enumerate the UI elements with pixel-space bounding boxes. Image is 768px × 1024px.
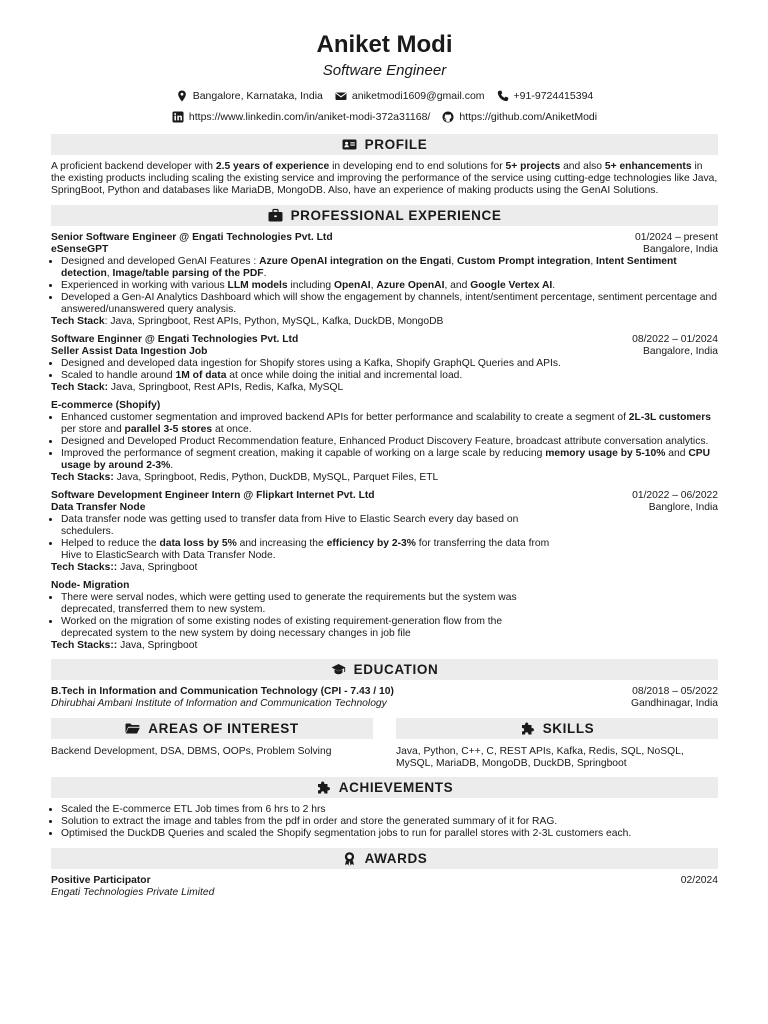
list-item: • Optimised the DuckDB Queries and scaled the Shopify segmentation jobs to run for parallel stores with 2-3L customers each.: [61, 828, 718, 840]
interests-column: [51, 718, 373, 770]
education-entry: [51, 686, 718, 710]
bullet: • Scaled to handle around 1M of data at once while doing the initial and incremental load.: [61, 370, 718, 382]
skills-list: Java, Python, C++, C, REST APIs, Kafka, Redis, SQL, NoSQL, MySQL, MariaDB, MongoDB, DuckDB, Springboot: [396, 746, 684, 769]
bullet: • Improved the performance of segment creation, making it capable of working on a large scale by reducing memory usage by 5-10% and CPU usage by around 2-3%.: [61, 448, 718, 472]
candidate-title: Software Engineer: [322, 62, 447, 79]
project-name: eSenseGPT: [51, 244, 109, 255]
job-title: Software Enginner @ Engati Technologies Pvt. Ltd: [51, 334, 299, 345]
job-location: Banglore, India: [648, 502, 718, 513]
experience-entry: [51, 334, 718, 484]
puzzle-icon: [520, 721, 535, 736]
list-item: • Solution to extract the image and tables from the pdf in order and store the generated summary of it for RAG.: [61, 816, 718, 828]
puzzle-icon: [316, 780, 331, 795]
resume: [51, 30, 718, 899]
bullet: • Designed and Developed Product Recommendation feature, Enhanced Product Discovery Feature, broadcast attribute conversation analytics.: [61, 436, 718, 448]
list-item: • Scaled the E-commerce ETL Job times from 6 hrs to 2 hrs: [61, 804, 718, 816]
linkedin-icon: [172, 111, 184, 123]
section-header-profile: PROFILE: [51, 134, 718, 155]
education-dates: 08/2018 – 05/2022: [632, 686, 718, 697]
bullet: • There were serval nodes, which were getting used to generate the requirements but the system was deprecated, transferred them to new system.: [61, 592, 551, 616]
institute: Dhirubhai Ambani Institute of Information and Communication Technology: [51, 698, 387, 709]
section-header-interests: AREAS OF INTEREST: [51, 718, 373, 739]
graduation-cap-icon: [331, 662, 346, 677]
job-dates: 01/2022 – 06/2022: [632, 490, 718, 501]
folder-icon: [125, 721, 140, 736]
contact-linkedin[interactable]: https://www.linkedin.com/in/aniket-modi-372a31168/: [172, 110, 430, 124]
job-title: Senior Software Engineer @ Engati Technologies Pvt. Ltd: [51, 232, 333, 243]
tech-stack: Tech Stacks:: Java, Springboot: [51, 640, 198, 651]
briefcase-icon: [268, 208, 283, 223]
section-header-education: EDUCATION: [51, 659, 718, 680]
bullet: • Developed a Gen-AI Analytics Dashboard which will show the engagement by channels, intent/sentiment percentage, sentiment percentage and answered/unanswered query analysis.: [61, 292, 718, 316]
education-location: Gandhinagar, India: [630, 698, 718, 709]
section-header-achievements: ACHIEVEMENTS: [51, 777, 718, 798]
bullet: • Designed and developed data ingestion for Shopify stores using a Kafka, Shopify GraphQL Queries and APIs.: [61, 358, 718, 370]
contact-row-2: [51, 110, 718, 124]
tech-stack: Tech Stacks:: Java, Springboot: [51, 562, 198, 573]
github-icon: [442, 111, 454, 123]
experience-entry: [51, 232, 718, 328]
contact-row-1: [51, 89, 718, 103]
bullet: • Data transfer node was getting used to transfer data from Hive to Elastic Search every day based on schedulers.: [61, 514, 561, 538]
degree: B.Tech in Information and Communication Technology (CPI - 7.43 / 10): [51, 686, 394, 697]
job-location: Bangalore, India: [643, 346, 718, 357]
bullet: • Enhanced customer segmentation and improved backend APIs for better performance and scalability to create a segment of 2L-3L customers per store and parallel 3-5 stores at once.: [61, 412, 718, 436]
tech-stack: Tech Stack: Java, Springboot, Rest APIs, Redis, Kafka, MySQL: [51, 382, 344, 393]
interests-list: Backend Development, DSA, DBMS, OOPs, Problem Solving: [51, 746, 332, 757]
project-name: Data Transfer Node: [51, 502, 146, 513]
contact-phone[interactable]: +91-9724415394: [497, 89, 594, 103]
bullet: • Worked on the migration of some existing nodes of existing requirement-generation flow from the deprecated system to the new system by doing necessary changes in job file: [61, 616, 551, 640]
section-header-skills: SKILLS: [396, 718, 718, 739]
project-name: E-commerce (Shopify): [51, 400, 161, 411]
bullet: • Designed and developed GenAI Features : Azure OpenAI integration on the Engati, Custom Prompt integration, Intent Sentiment detection, Image/table parsing of the PDF.: [61, 256, 718, 280]
award-icon: [342, 851, 357, 866]
email-icon: [335, 90, 347, 102]
job-title: Software Development Engineer Intern @ Flipkart Internet Pvt. Ltd: [51, 490, 375, 501]
award-title: Positive Participator: [51, 875, 151, 886]
interests-skills-row: [51, 718, 718, 770]
contact-location: Bangalore, Karnataka, India: [176, 89, 323, 103]
bullet: • Helped to reduce the data loss by 5% and increasing the efficiency by 2-3% for transferring the data from Hive to ElasticSearch with Data Transfer Node.: [61, 538, 561, 562]
contact-github[interactable]: https://github.com/AniketModi: [442, 110, 597, 124]
section-header-experience: PROFESSIONAL EXPERIENCE: [51, 205, 718, 226]
award-entry: [51, 875, 718, 899]
contact-email[interactable]: aniketmodi1609@gmail.com: [335, 89, 485, 103]
project-name: Seller Assist Data Ingestion Job: [51, 346, 208, 357]
profile-summary: A proficient backend developer with 2.5 years of experience in developing end to end solutions for 5+ projects and also 5+ enhancements in the existing products including scaling the existing service and improving the performance of the service using cutting-edge technologies like Java, SpringBoot, Python and databases like MariaDB, MongoDB. Also, have an experience of making products using the GenAI Solutions.: [51, 161, 718, 196]
section-header-awards: AWARDS: [51, 848, 718, 869]
tech-stack: Tech Stack: Java, Springboot, Rest APIs, Python, MySQL, Kafka, DuckDB, MongoDB: [51, 316, 444, 327]
tech-stack: Tech Stacks: Java, Springboot, Redis, Python, DuckDB, MySQL, Parquet Files, ETL: [51, 472, 439, 483]
award-date: 02/2024: [680, 875, 718, 886]
award-org: Engati Technologies Private Limited: [51, 887, 215, 898]
achievements-list: [51, 804, 718, 840]
id-card-icon: [342, 137, 357, 152]
project-name: Node- Migration: [51, 580, 130, 591]
job-dates: 01/2024 – present: [634, 232, 718, 243]
job-location: Bangalore, India: [643, 244, 718, 255]
bullet: • Experienced in working with various LLM models including OpenAI, Azure OpenAI, and Google Vertex AI.: [61, 280, 718, 292]
job-dates: 08/2022 – 01/2024: [632, 334, 718, 345]
skills-column: [396, 718, 718, 770]
phone-icon: [497, 90, 509, 102]
location-icon: [176, 90, 188, 102]
experience-entry: [51, 490, 718, 652]
candidate-name: Aniket Modi: [316, 31, 453, 58]
